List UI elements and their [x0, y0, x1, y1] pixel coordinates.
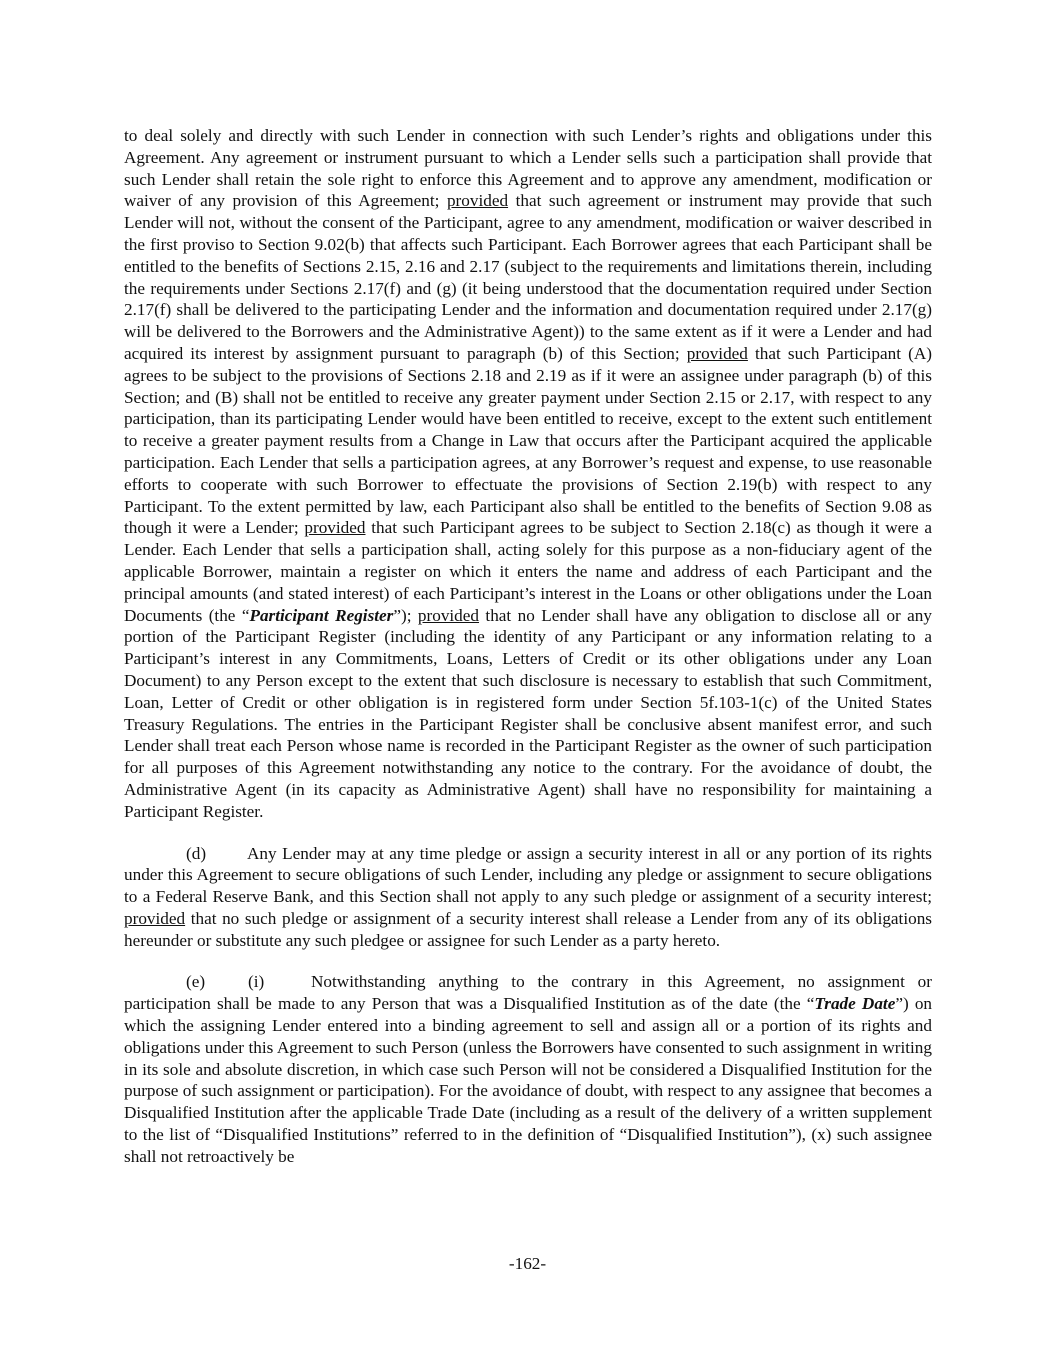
paragraph-c-continued: [124, 125, 932, 823]
page-number: -162-: [508, 1254, 547, 1273]
text-run: Any Lender may at any time pledge or assign a security interest in all or any portion of its rights under this Agreement to secure obligations of such Lender, including any pledge or assignment to secure obligations to a Federal Reserve Bank, and this Section shall not apply to any such pledge or assignment of a security interest;: [124, 843, 932, 907]
text-run: to deal solely and directly with such Lender in connection with such Lender’s rights and obligations under this Agreement. Any agreement or instrument pursuant to which a Lender sells such a participation shall provide that such Lender shall retain the sole right to enforce this Agreement and to approve any amendment, modification or waiver of any provision of this Agreement;: [124, 126, 932, 211]
text-run: that such agreement or instrument may provide that such Lender will not, without the consent of the Participant, agree to any amendment, modification or waiver described in the first proviso to Section 9.02(b) that affects such Participant. Each Borrower agrees that each Participant shall be entitled to the benefits of Sections 2.15, 2.16 and 2.17 (subject to the requirements and limitations therein, including the requirements under Sections 2.17(f) and (g) (it being understood that the documentation required under Section 2.17(f) shall be delivered to the participating Lender and the information and documentation required under 2.17(g) will be delivered to the Borrowers and the Administrative Agent)) to the same extent as if it were a Lender and had acquired its interest by assignment pursuant to paragraph (b) of this Section;: [124, 191, 932, 363]
text-run: Notwithstanding anything to the contrary in this Agreement, no assignment or participation shall be made to any Person that was a Disqualified Institution as of the date (the “: [124, 972, 932, 1014]
document-page: [124, 125, 932, 1168]
paragraph-d: [124, 843, 932, 952]
provided-term: provided: [124, 908, 186, 928]
text-run: that no Lender shall have any obligation to disclose all or any portion of the Participant Register (including the identity of any Participant or any information relating to a Participant’s interest in any Commitments, Loans, Letters of Credit or its other obligations under any Loan Document) to any Person except to the extent that such disclosure is necessary to establish that such Commitment, Loan, Letter of Credit or other obligation is in registered form under Section 5f.103-1(c) of the United States Treasury Regulations. The entries in the Participant Register shall be conclusive absent manifest error, and such Lender shall treat each Person whose name is recorded in the Participant Register as the owner of such participation for all purposes of this Agreement notwithstanding any notice to the contrary. For the avoidance of doubt, the Administrative Agent (in its capacity as Administrative Agent) shall have no responsibility for maintaining a Participant Register.: [124, 605, 932, 821]
paragraph-label-d: (d): [186, 843, 207, 863]
provided-term: provided: [446, 191, 509, 211]
text-run: ”) on which the assigning Lender entered into a binding agreement to sell and assign all or a portion of its rights and obligations under this Agreement to such Person (unless the Borrowers have consented to such assignment in writing in its sole and absolute discretion, in which case such Person will not be considered a Disqualified Institution for the purpose of such assignment or participation). For the avoidance of doubt, with respect to any assignee that becomes a Disqualified Institution after the applicable Trade Date (including as a result of the delivery of a written supplement to the list of “Disqualified Institutions” referred to in the definition of “Disqualified Institution”), (x) such assignee shall not retroactively be: [124, 994, 933, 1166]
text-run: ”);: [393, 605, 418, 625]
defined-term-participant-register: Participant Register: [249, 605, 394, 625]
provided-term: provided: [304, 518, 366, 538]
text-run: that no such pledge or assignment of a security interest shall release a Lender from any of its obligations hereunder or substitute any such pledgee or assignee for such Lender as a party hereto.: [124, 908, 932, 950]
provided-term: provided: [417, 605, 480, 625]
text-run: that such Participant (A) agrees to be subject to the provisions of Sections 2.18 and 2.19 as if it were an assignee under paragraph (b) of this Section; and (B) shall not be entitled to receive any greater payment under Section 2.15 or 2.17, with respect to any participation, than its participating Lender would have been entitled to receive, except to the extent such entitlement to receive a greater payment results from a Change in Law that occurs after the Participant acquired the applicable participation. Each Lender that sells a participation agrees, at any Borrower’s request and expense, to use reasonable efforts to cooperate with such Borrower to effectuate the provisions of Section 2.19(b) with respect to any Participant. To the extent permitted by law, each Participant also shall be entitled to the benefits of Section 9.08 as though it were a Lender;: [124, 343, 932, 538]
paragraph-label-e: (e): [186, 972, 206, 992]
defined-term-trade-date: Trade Date: [814, 994, 896, 1014]
paragraph-e: [124, 971, 932, 1167]
text-run: that such Participant agrees to be subject to Section 2.18(c) as though it were a Lender. Each Lender that sells a participation shall, acting solely for this purpose as a non-fiduciary agent of the applicable Borrower, maintain a register on which it enters the name and address of each Participant and the principal amounts (and stated interest) of each Participant’s interest in the Loans or other obligations under the Loan Documents (the “: [124, 518, 932, 625]
provided-term: provided: [686, 343, 748, 363]
subparagraph-label-i: (i): [248, 972, 265, 992]
